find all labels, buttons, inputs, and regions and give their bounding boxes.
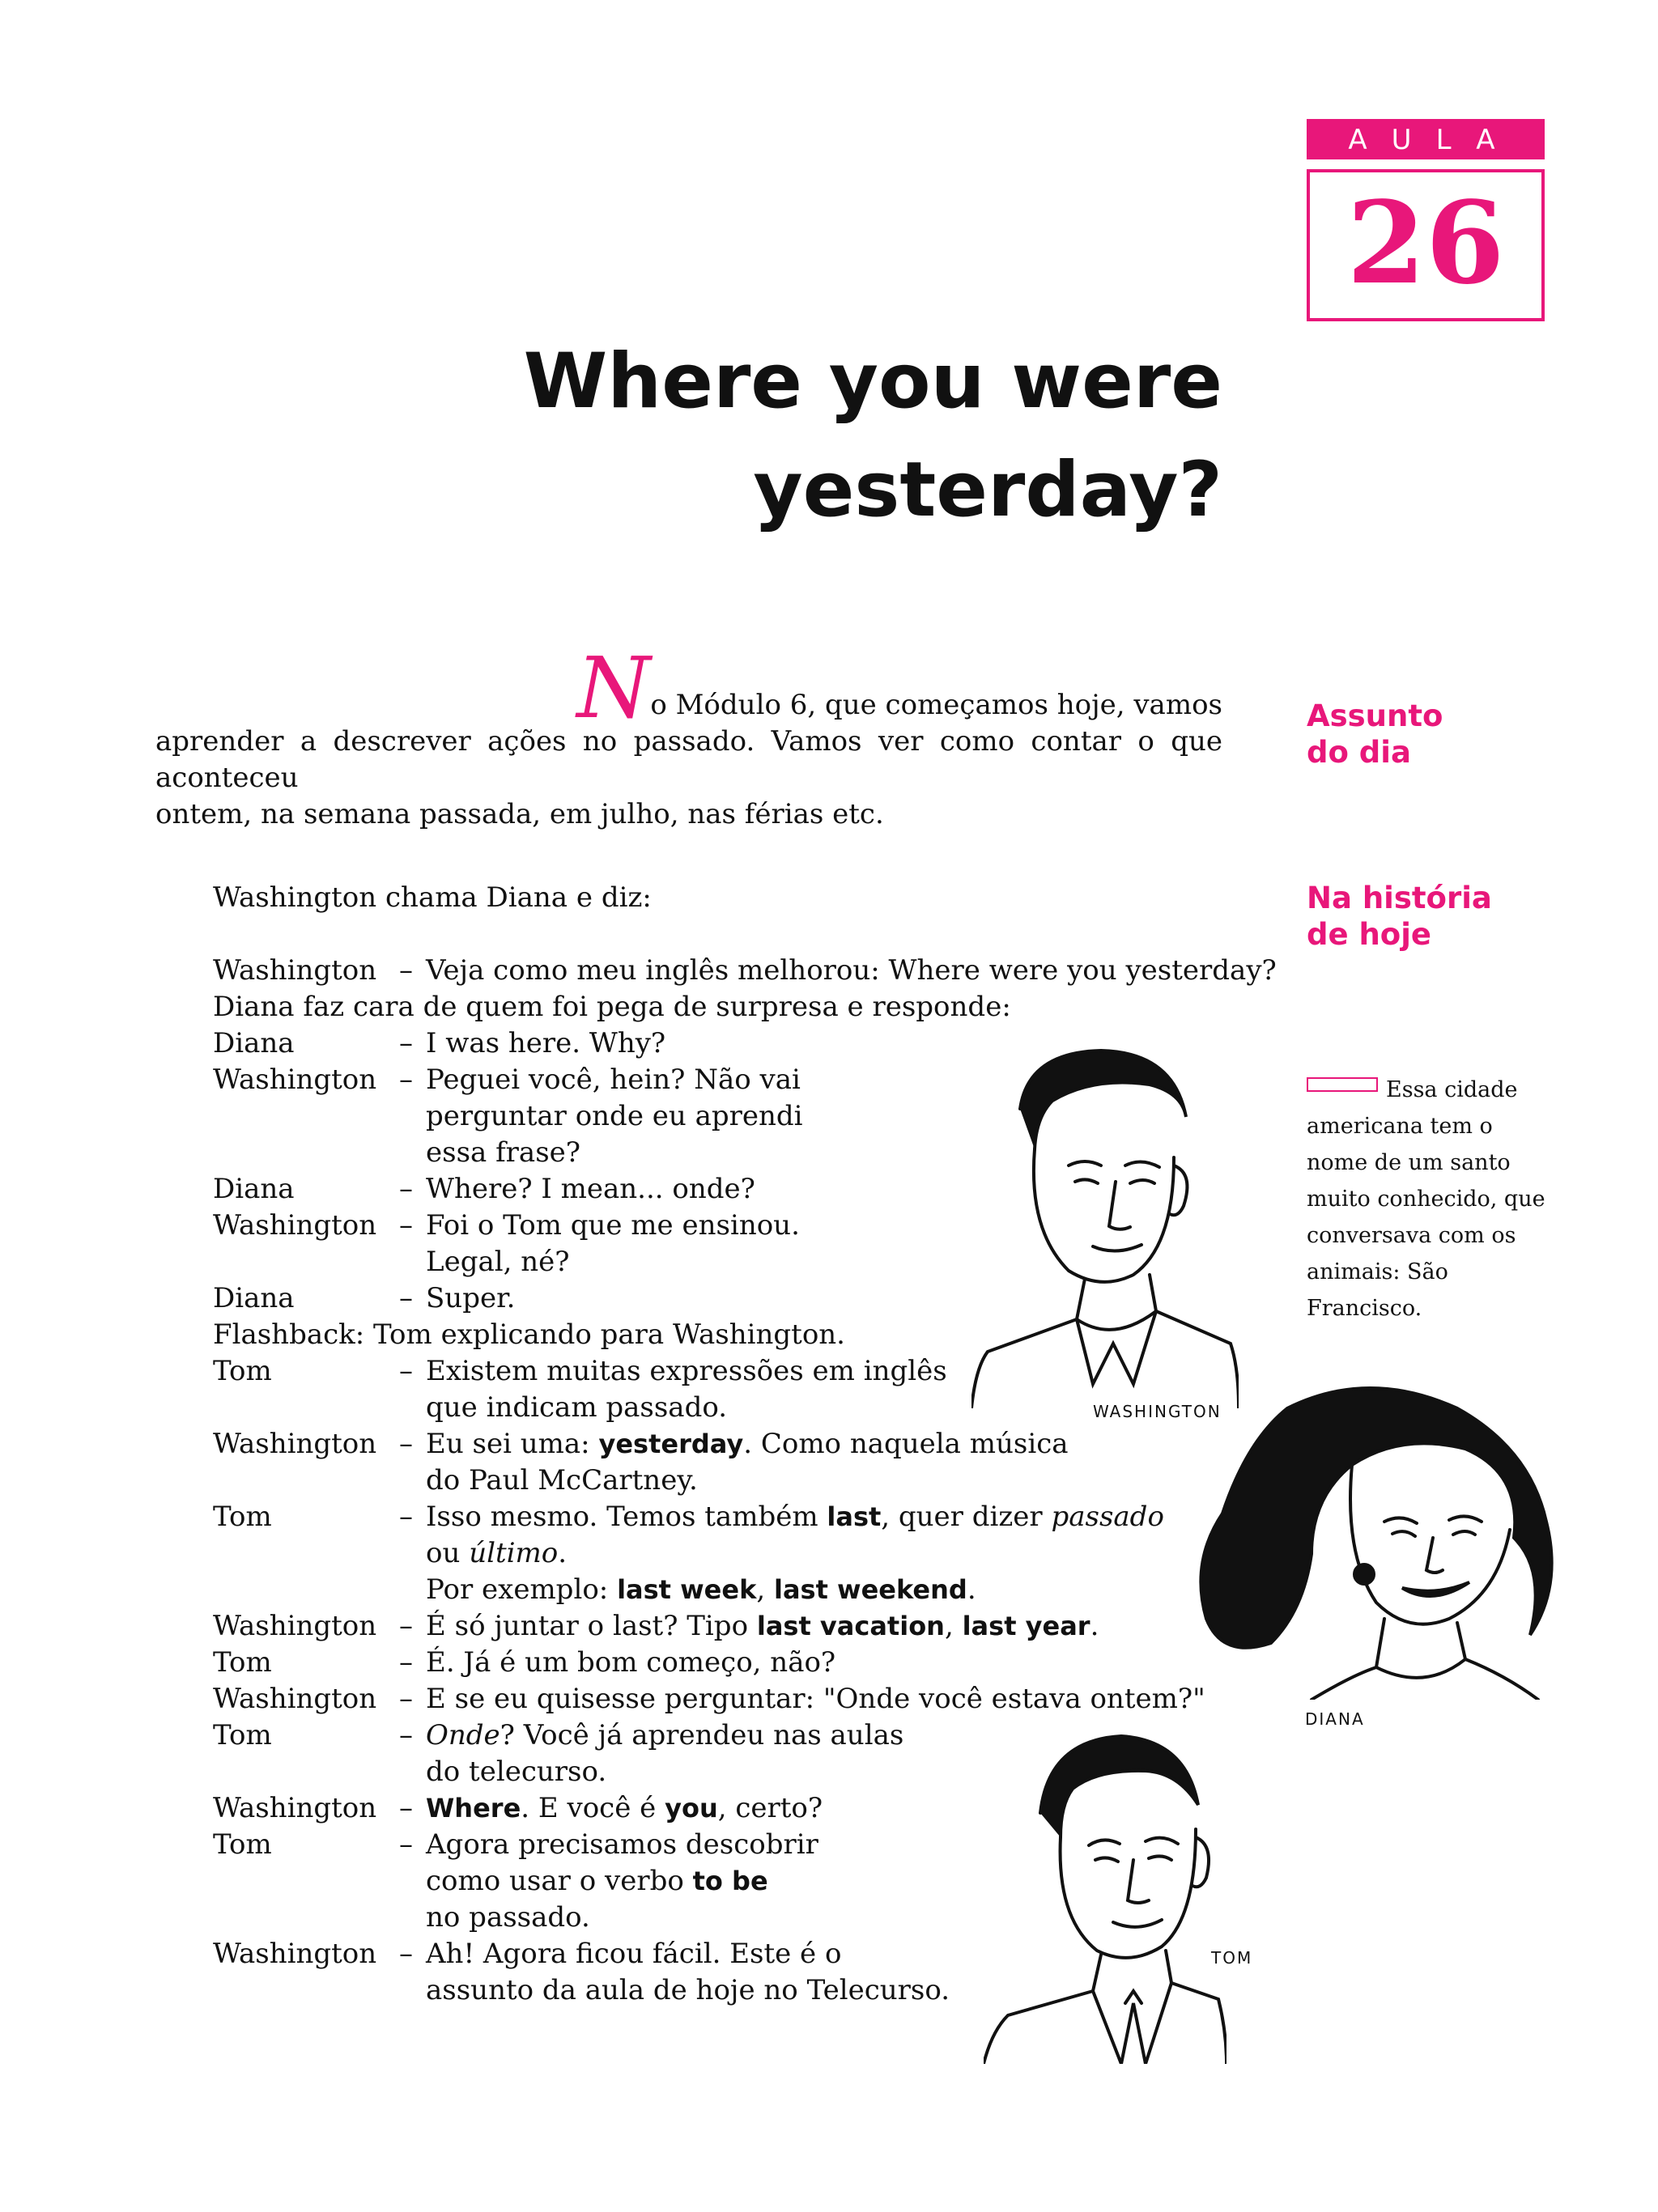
speech: do telecurso.	[426, 1756, 607, 1788]
keyword: last	[827, 1501, 882, 1532]
lesson-number-box	[1307, 169, 1545, 321]
italic-word: passado	[1051, 1501, 1164, 1533]
dialogue-line	[213, 953, 1277, 989]
speech-part: É só juntar o last? Tipo	[426, 1610, 757, 1642]
dash: –	[399, 1719, 413, 1751]
intro-line-3: ontem, na semana passada, em julho, nas férias etc.	[155, 798, 884, 830]
intro-paragraph	[155, 639, 1222, 833]
title-line-2: yesterday?	[753, 446, 1222, 534]
washington-portrait	[971, 1044, 1239, 1408]
speech: Existem muitas expressões em inglês	[426, 1355, 947, 1387]
italic-word: último	[469, 1537, 559, 1569]
dash: –	[399, 1064, 413, 1096]
speaker: Tom	[213, 1646, 272, 1679]
caption-diana: DIANA	[1305, 1709, 1365, 1729]
keyword: yesterday	[598, 1429, 744, 1459]
speech-part: ? Você já aprendeu nas aulas	[500, 1719, 904, 1751]
speech: Legal, né?	[426, 1246, 570, 1278]
narration: Diana faz cara de quem foi pega de surpresa e responde:	[213, 991, 1011, 1023]
dialogue-line	[213, 1499, 1249, 1535]
speech-part: . Como naquela música	[743, 1428, 1069, 1460]
dash: –	[399, 954, 413, 987]
speech	[426, 1535, 567, 1572]
speech-part: , quer dizer	[881, 1501, 1052, 1533]
lesson-badge	[1307, 119, 1545, 321]
narration: Flashback: Tom explicando para Washington.	[213, 1318, 845, 1351]
speech-part: .	[1090, 1610, 1099, 1642]
speaker: Washington	[213, 1209, 377, 1242]
diana-portrait	[1190, 1376, 1562, 1700]
speech: Foi o Tom que me ensinou.	[426, 1209, 800, 1242]
dash: –	[399, 1683, 413, 1715]
sidebar-heading-assunto	[1307, 698, 1614, 771]
speech	[426, 1717, 903, 1754]
dash: –	[399, 1610, 413, 1642]
dialogue-line	[213, 1681, 1249, 1717]
blank-line	[213, 916, 1249, 953]
dash: –	[399, 1501, 413, 1533]
speech: E se eu quisesse perguntar: "Onde você estava ontem?"	[426, 1683, 1205, 1715]
speech-part: como usar o verbo	[426, 1865, 693, 1897]
sidebar-note	[1307, 1072, 1550, 1327]
speech: essa frase?	[426, 1136, 581, 1169]
speech: I was here. Why?	[426, 1027, 666, 1059]
dash: –	[399, 1355, 413, 1387]
speech-part: .	[558, 1537, 568, 1569]
speech-part: .	[967, 1573, 976, 1606]
note-marker	[1307, 1077, 1378, 1092]
speech	[426, 1863, 768, 1900]
dialogue-line	[213, 989, 1249, 1025]
dialogue-line	[213, 1572, 1249, 1608]
speech	[426, 1499, 1164, 1535]
speech: que indicam passado.	[426, 1391, 728, 1424]
dialogue-line	[213, 1608, 1249, 1645]
narration: Washington chama Diana e diz:	[213, 881, 652, 914]
speaker: Washington	[213, 1428, 377, 1460]
sidebar-note-text: Essa cidade americana tem o nome de um santo muito conhecido, que conversava com os animais: São Francisco.	[1307, 1077, 1545, 1321]
speech: Super.	[426, 1282, 516, 1314]
speech-part: Por exemplo:	[426, 1573, 618, 1606]
sidebar-heading-line: de hoje	[1307, 917, 1431, 952]
sidebar-heading-line: Assunto	[1307, 698, 1443, 733]
keyword: last vacation	[756, 1611, 945, 1641]
speech	[426, 1608, 1099, 1645]
speaker: Diana	[213, 1027, 295, 1059]
caption-washington: WASHINGTON	[1093, 1402, 1222, 1421]
title-line-1: Where you were	[523, 338, 1222, 426]
dash: –	[399, 1209, 413, 1242]
speaker: Tom	[213, 1719, 272, 1751]
speech-part: Isso mesmo. Temos também	[426, 1501, 827, 1533]
keyword: last week	[617, 1574, 757, 1605]
dash: –	[399, 1173, 413, 1205]
speech-part: Eu sei uma:	[426, 1428, 599, 1460]
speech: do Paul McCartney.	[426, 1464, 698, 1497]
intro-line-2: aprender a descrever ações no passado. Vamos ver como contar o que aconteceu	[155, 725, 1222, 794]
speech	[426, 1790, 823, 1827]
keyword: last weekend	[773, 1574, 967, 1605]
speaker: Washington	[213, 954, 377, 987]
dash: –	[399, 1792, 413, 1824]
speech: Veja como meu inglês melhorou: Where were you yesterday?	[426, 954, 1277, 987]
speech: Where? I mean... onde?	[426, 1173, 755, 1205]
speech: Peguei você, hein? Não vai	[426, 1064, 801, 1096]
speech	[426, 1572, 976, 1608]
dash: –	[399, 1027, 413, 1059]
dash: –	[399, 1828, 413, 1861]
speech: assunto da aula de hoje no Telecurso.	[426, 1974, 950, 2006]
speech: É. Já é um bom começo, não?	[426, 1646, 836, 1679]
speaker: Washington	[213, 1938, 377, 1970]
speech: no passado.	[426, 1901, 590, 1934]
dialogue-line	[213, 1645, 1249, 1681]
sidebar-heading-line: do dia	[1307, 735, 1411, 770]
dash: –	[399, 1938, 413, 1970]
keyword: last year	[962, 1611, 1090, 1641]
italic-word: Onde	[426, 1719, 500, 1751]
speech-part: . E você é	[521, 1792, 665, 1824]
dialogue-line	[213, 1463, 1249, 1499]
keyword: to be	[692, 1866, 768, 1896]
speech-part: ,	[756, 1573, 774, 1606]
speech-part: ,	[944, 1610, 963, 1642]
drop-cap: N	[576, 639, 651, 737]
speech-part: , certo?	[717, 1792, 823, 1824]
speaker: Washington	[213, 1610, 377, 1642]
speaker: Tom	[213, 1501, 272, 1533]
lesson-label: AULA	[1307, 119, 1545, 159]
speaker: Tom	[213, 1355, 272, 1387]
intro-line-1-text: o Módulo 6, que começamos hoje, vamos	[650, 689, 1222, 721]
sidebar-heading-line: Na história	[1307, 881, 1492, 915]
dash: –	[399, 1646, 413, 1679]
keyword: Where	[426, 1793, 521, 1824]
speaker: Diana	[213, 1173, 295, 1205]
page-title	[453, 328, 1222, 545]
speech: Ah! Agora ficou fácil. Este é o	[426, 1938, 842, 1970]
dialogue-line	[213, 1426, 1249, 1463]
speaker: Diana	[213, 1282, 295, 1314]
speech: Agora precisamos descobrir	[426, 1828, 818, 1861]
tom-portrait	[984, 1724, 1226, 2064]
speaker: Washington	[213, 1064, 377, 1096]
speaker: Washington	[213, 1792, 377, 1824]
intro-line-1	[155, 639, 1222, 737]
speaker: Washington	[213, 1683, 377, 1715]
speaker: Tom	[213, 1828, 272, 1861]
dialogue-line	[213, 1535, 1249, 1572]
speech-part: ou	[426, 1537, 470, 1569]
sidebar-heading-historia	[1307, 880, 1614, 953]
dash: –	[399, 1428, 413, 1460]
dash: –	[399, 1282, 413, 1314]
keyword: you	[665, 1793, 718, 1824]
speech: perguntar onde eu aprendi	[426, 1100, 803, 1132]
speech	[426, 1426, 1069, 1463]
dialogue-line	[213, 880, 1249, 916]
caption-tom: TOM	[1211, 1948, 1253, 1968]
lesson-number: 26	[1346, 177, 1505, 310]
